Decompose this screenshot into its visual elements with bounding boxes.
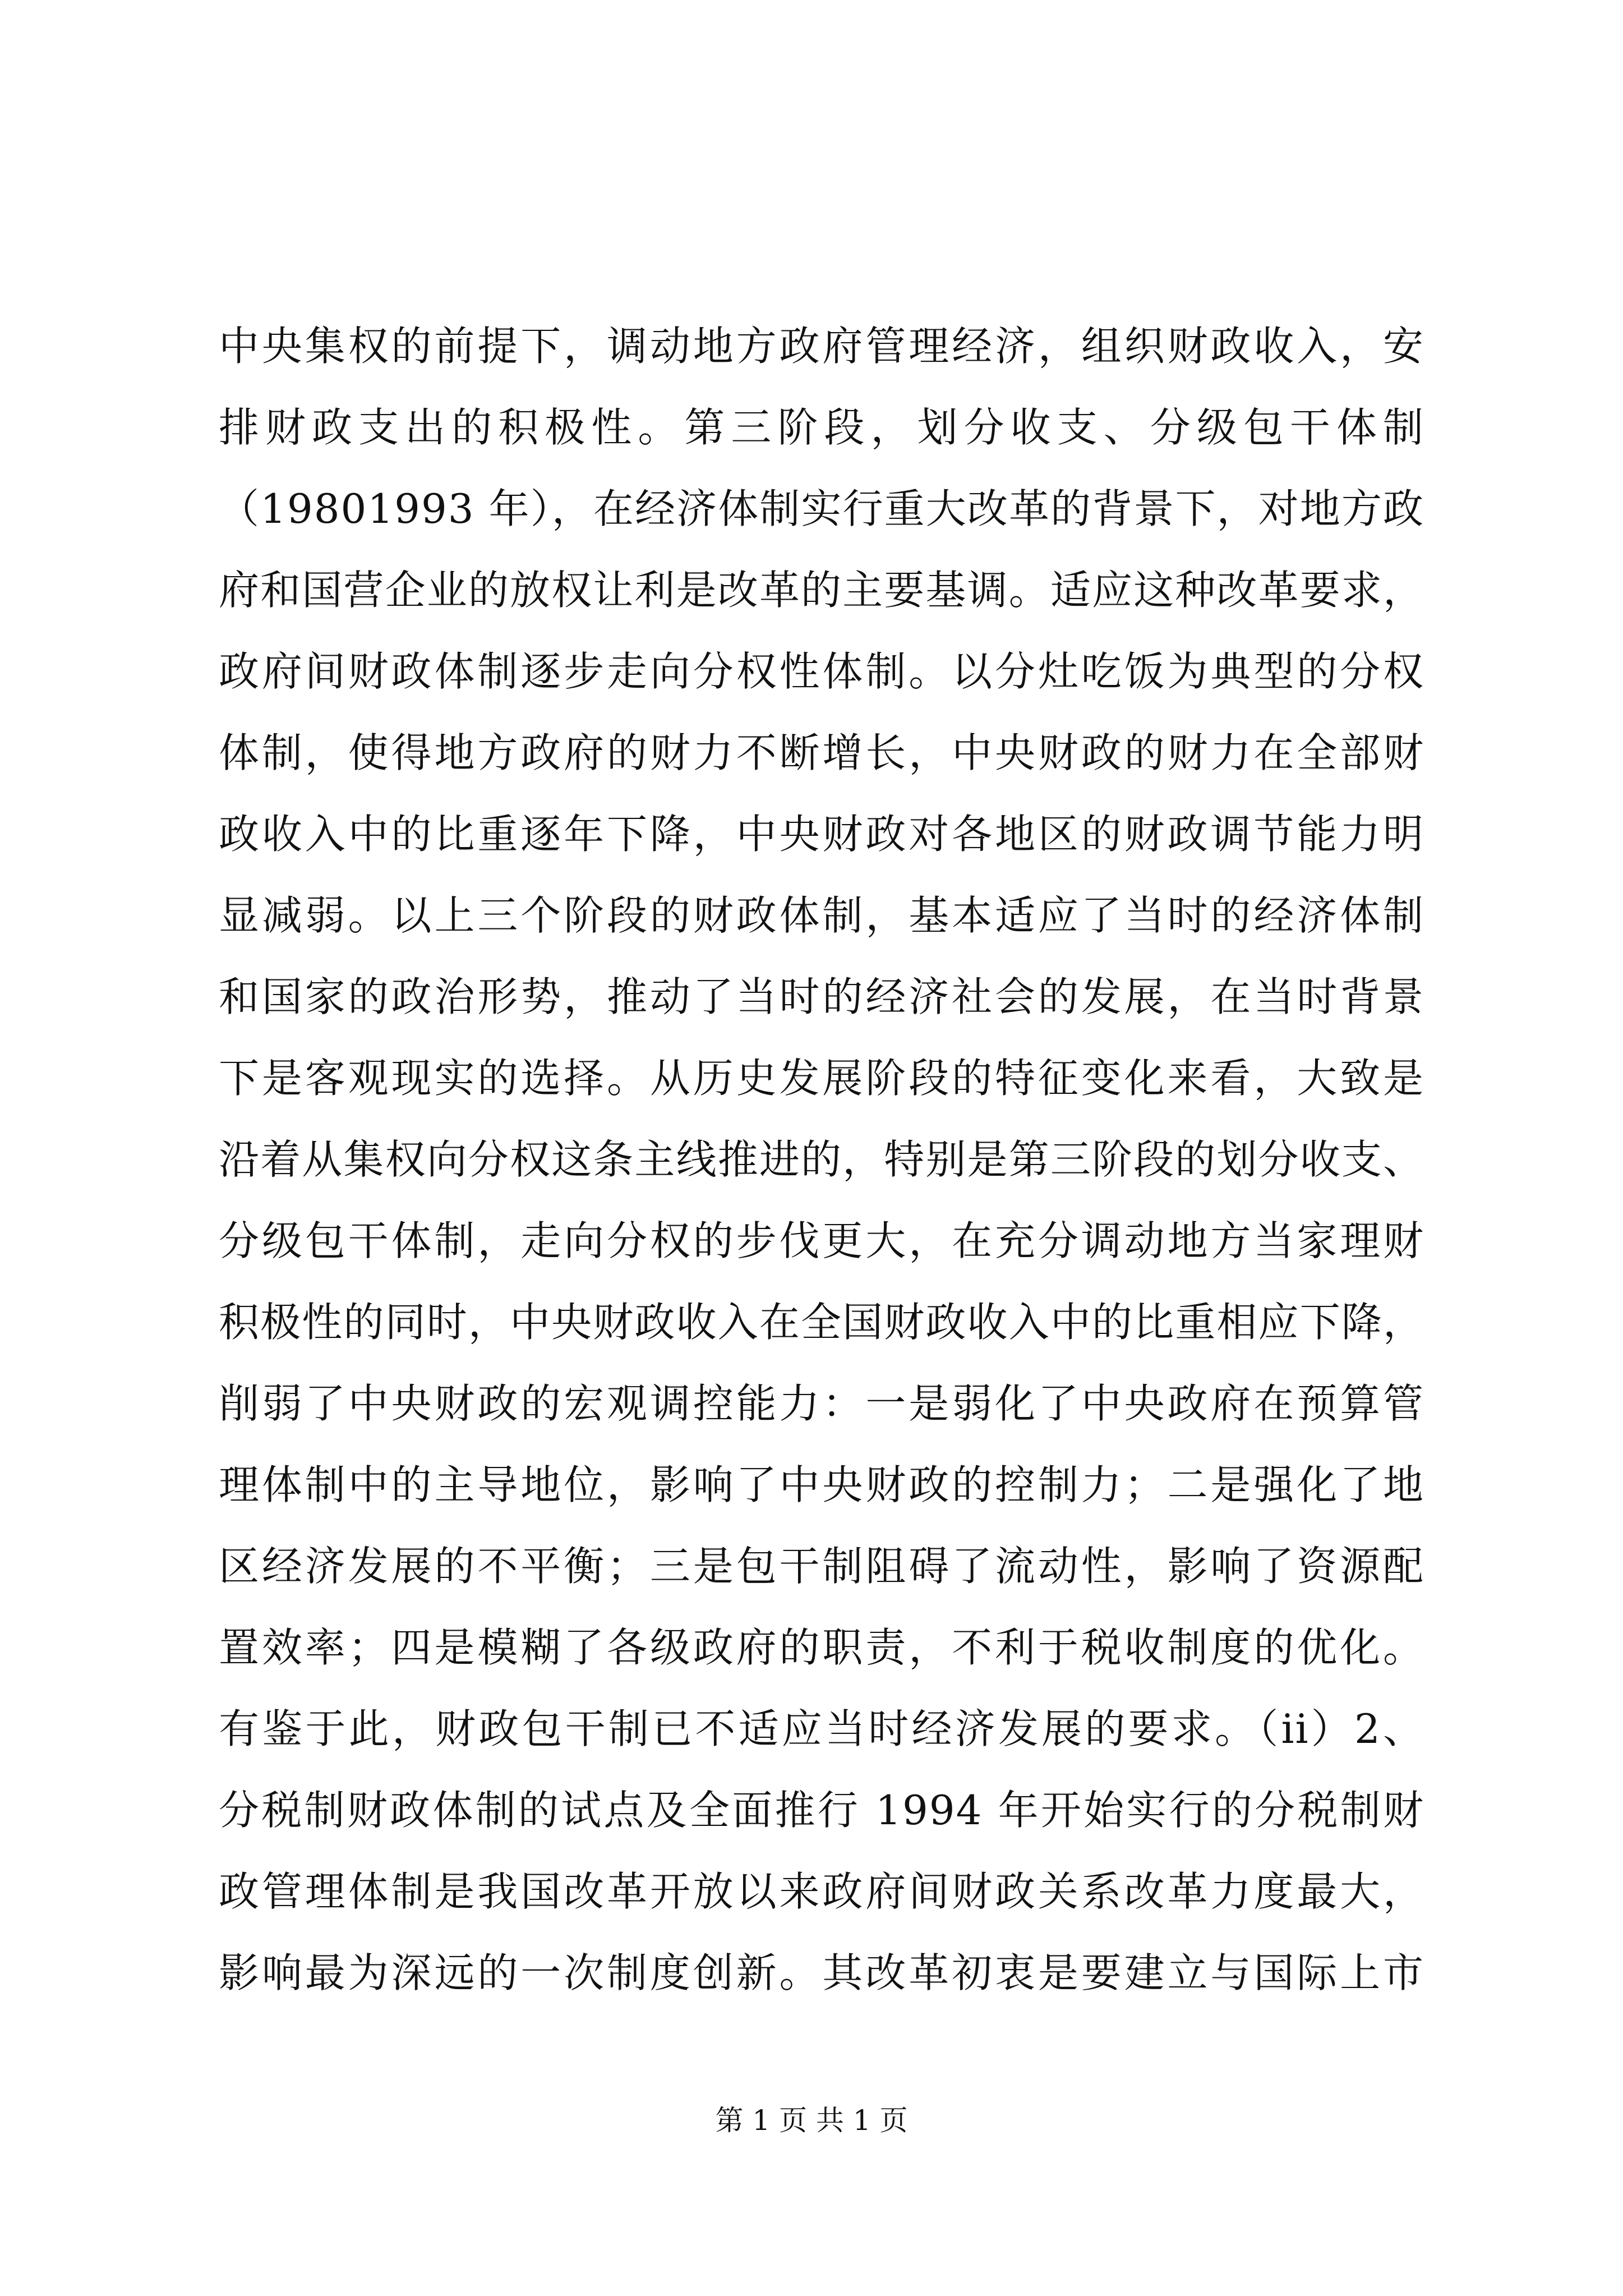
text-line: 排财政支出的积极性。第三阶段，划分收支、分级包干体制 (219, 404, 1424, 451)
text-line: 中央集权的前提下，调动地方政府管理经济，组织财政收入，安 (219, 323, 1424, 370)
text-line: 理体制中的主导地位，影响了中央财政的控制力；二是强化了地 (219, 1461, 1424, 1508)
text-line: 政府间财政体制逐步走向分权性体制。以分灶吃饭为典型的分权 (219, 648, 1424, 695)
text-line: 削弱了中央财政的宏观调控能力：一是弱化了中央政府在预算管 (219, 1380, 1424, 1427)
text-line: 下是客观现实的选择。从历史发展阶段的特征变化来看，大致是 (219, 1055, 1424, 1102)
text-line: 影响最为深远的一次制度创新。其改革初衷是要建立与国际上市 (219, 1949, 1424, 1996)
page-number-label: 第 1 页 共 1 页 (715, 2104, 908, 2137)
text-line: 积极性的同时，中央财政收入在全国财政收入中的比重相应下降， (219, 1299, 1424, 1346)
text-line: 分税制财政体制的试点及全面推行 1994 年开始实行的分税制财 (219, 1787, 1424, 1834)
text-line: 置效率；四是模糊了各级政府的职责，不利于税收制度的优化。 (219, 1624, 1424, 1671)
page-footer (0, 2101, 1623, 2140)
text-line: 区经济发展的不平衡；三是包干制阻碍了流动性，影响了资源配 (219, 1543, 1424, 1590)
text-line: 政收入中的比重逐年下降，中央财政对各地区的财政调节能力明 (219, 811, 1424, 858)
text-line: 体制，使得地方政府的财力不断增长，中央财政的财力在全部财 (219, 729, 1424, 776)
text-line: 和国家的政治形势，推动了当时的经济社会的发展，在当时背景 (219, 973, 1424, 1020)
text-line: 政管理体制是我国改革开放以来政府间财政关系改革力度最大， (219, 1868, 1424, 1915)
text-line: 分级包干体制，走向分权的步伐更大，在充分调动地方当家理财 (219, 1217, 1424, 1264)
text-line: 显减弱。以上三个阶段的财政体制，基本适应了当时的经济体制 (219, 892, 1424, 939)
body-text (219, 306, 1424, 2014)
text-line: 沿着从集权向分权这条主线推进的，特别是第三阶段的划分收支、 (219, 1136, 1424, 1183)
text-line: 有鉴于此，财政包干制已不适应当时经济发展的要求。（ii）2、 (219, 1705, 1424, 1752)
text-line: 府和国营企业的放权让利是改革的主要基调。适应这种改革要求， (219, 567, 1424, 614)
text-line: （19801993 年），在经济体制实行重大改革的背景下，对地方政 (219, 485, 1424, 532)
